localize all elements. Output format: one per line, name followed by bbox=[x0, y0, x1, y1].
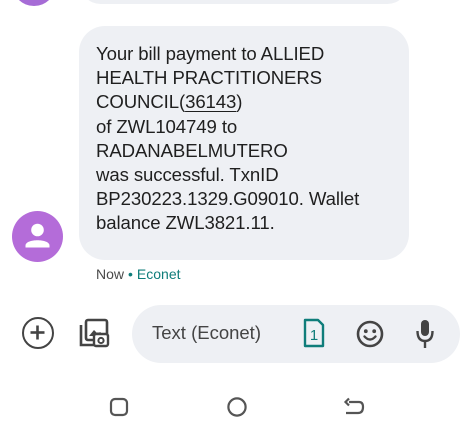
previous-sender-avatar[interactable] bbox=[12, 0, 56, 6]
message-bubble[interactable] bbox=[79, 26, 409, 260]
phone-number-link[interactable]: 36143 bbox=[185, 91, 237, 113]
sim-card-icon[interactable] bbox=[302, 317, 326, 349]
emoji-icon[interactable] bbox=[355, 319, 385, 349]
message-line-6: was successful. TxnID bbox=[96, 164, 279, 186]
recent-apps-icon[interactable] bbox=[109, 397, 129, 417]
message-input[interactable] bbox=[152, 322, 302, 344]
carrier-label: Econet bbox=[136, 266, 181, 282]
plus-icon bbox=[24, 319, 51, 346]
message-text: ) bbox=[236, 91, 243, 113]
message-line-5: RADANABELMUTERO bbox=[96, 139, 288, 161]
person-icon bbox=[12, 211, 63, 262]
meta-separator: • bbox=[128, 266, 133, 282]
message-composer[interactable] bbox=[132, 305, 460, 363]
message-line-1: Your bill payment to ALLIED bbox=[96, 43, 325, 64]
sim-slot-number: 1 bbox=[309, 327, 319, 344]
sender-avatar[interactable] bbox=[12, 211, 63, 262]
message-time: Now bbox=[96, 266, 125, 282]
message-line-7: BP230223.1329.G09010. Wallet bbox=[96, 188, 360, 210]
home-icon[interactable] bbox=[226, 396, 248, 418]
add-attachment-button[interactable] bbox=[22, 317, 54, 349]
message-line-4: of ZWL104749 to bbox=[96, 115, 238, 137]
back-icon[interactable] bbox=[342, 396, 366, 418]
gallery-icon bbox=[77, 316, 111, 350]
message-meta bbox=[96, 266, 181, 282]
gallery-button[interactable] bbox=[77, 316, 111, 350]
message-line-3 bbox=[96, 90, 391, 114]
message-line-2: HEALTH PRACTITIONERS bbox=[96, 67, 322, 89]
previous-message-bubble[interactable] bbox=[79, 0, 409, 4]
microphone-icon[interactable] bbox=[414, 317, 436, 351]
message-line-8: balance ZWL3821.11. bbox=[96, 212, 275, 234]
message-text: COUNCIL( bbox=[96, 91, 186, 113]
